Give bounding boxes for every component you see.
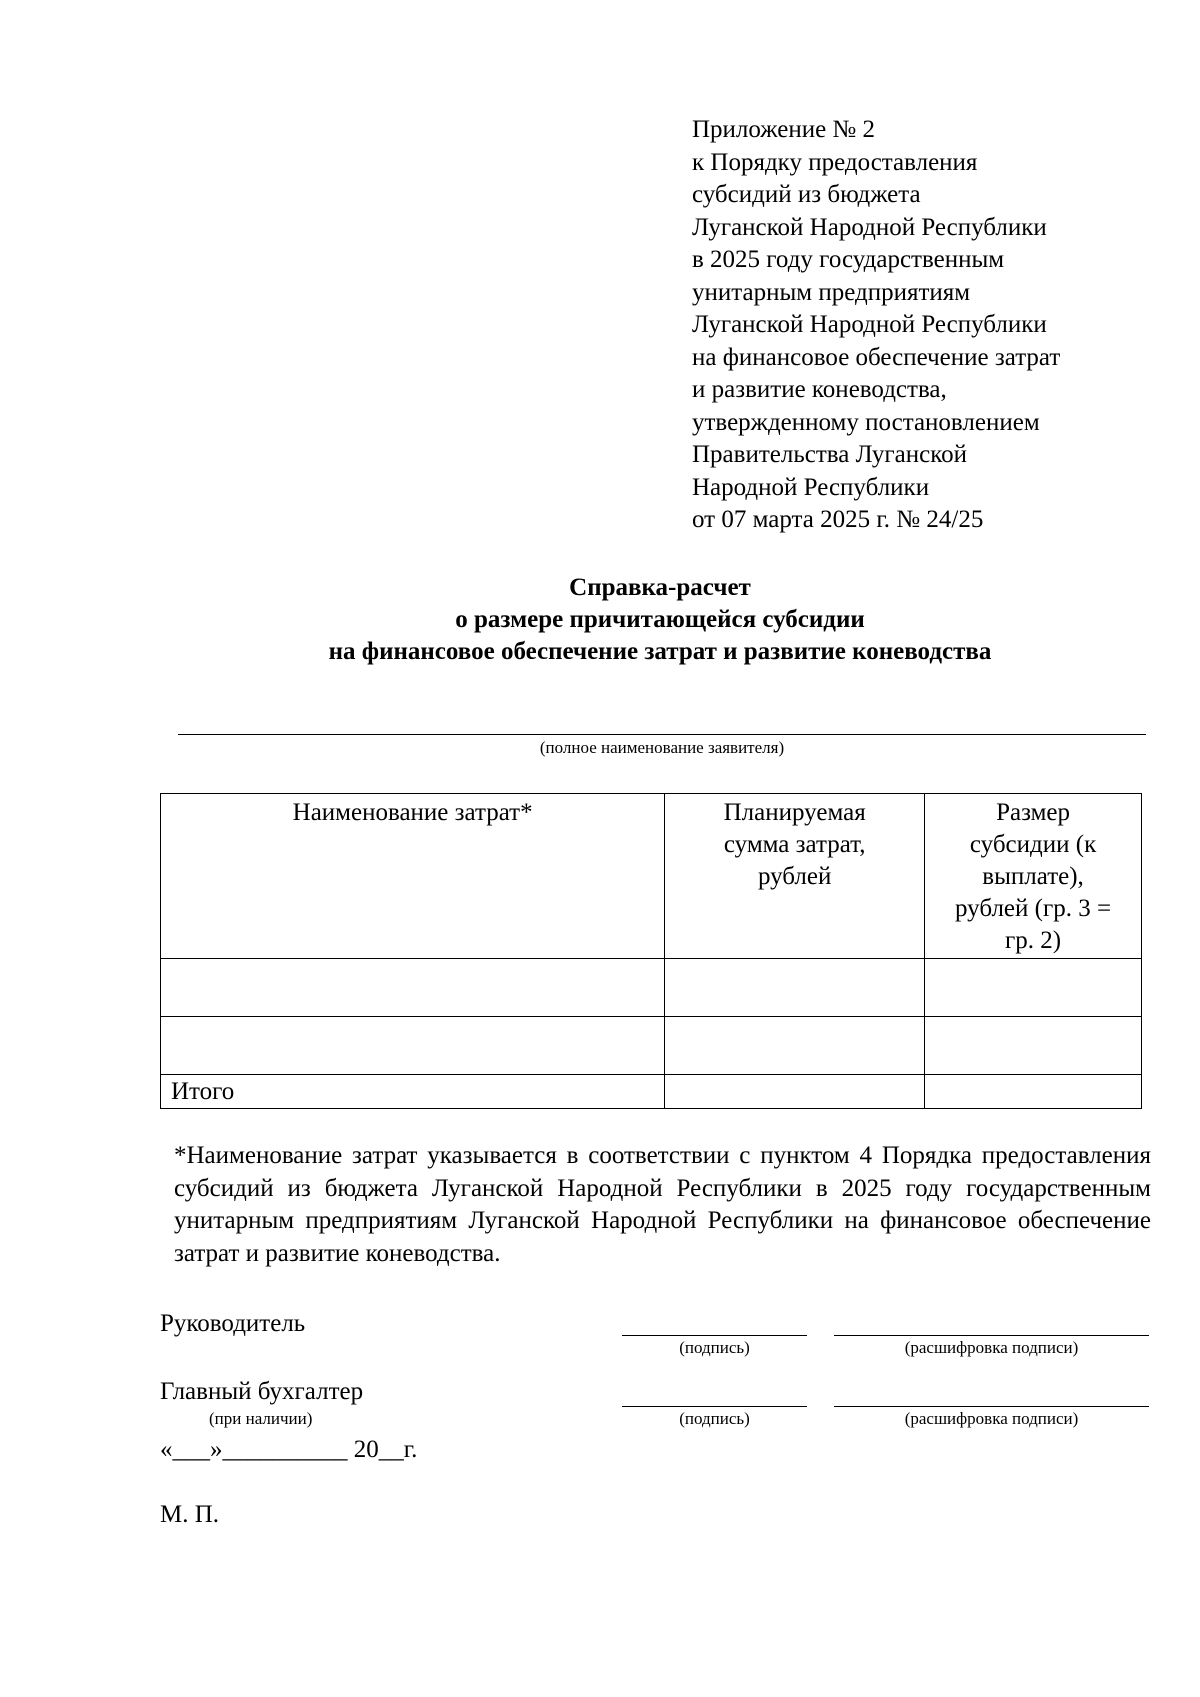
table-row bbox=[161, 959, 1142, 1017]
accountant-hint: (при наличии) bbox=[209, 1409, 313, 1428]
applicant-name-caption: (полное наименование заявителя) bbox=[539, 738, 785, 757]
header-subsidy-amount: Размер субсидии (к выплате), рублей (гр. 3 = гр. 2) bbox=[925, 794, 1142, 959]
appendix-line: в 2025 году государственным bbox=[692, 246, 1005, 273]
table-header-row bbox=[161, 794, 1142, 959]
table-total-row bbox=[161, 1075, 1142, 1109]
accountant-signature-line bbox=[622, 1406, 807, 1407]
appendix-line: Луганской Народной Республики bbox=[692, 311, 1047, 338]
table-cell bbox=[665, 1017, 925, 1075]
director-decoding-line bbox=[834, 1335, 1149, 1336]
appendix-line: Правительства Луганской bbox=[692, 441, 967, 468]
title-line-3: на финансовое обеспечение затрат и развитие коневодства bbox=[328, 638, 992, 665]
table-cell bbox=[925, 959, 1142, 1017]
director-label: Руководитель bbox=[160, 1310, 306, 1337]
appendix-line: субсидий из бюджета bbox=[692, 181, 921, 208]
accountant-decoding-line bbox=[834, 1406, 1149, 1407]
accountant-signature-caption: (подпись) bbox=[679, 1409, 750, 1428]
table-cell bbox=[665, 959, 925, 1017]
applicant-name-line bbox=[178, 734, 1146, 735]
appendix-line: Приложение № 2 bbox=[692, 116, 876, 143]
table-cell bbox=[665, 1075, 925, 1109]
table-cell bbox=[161, 959, 665, 1017]
appendix-line: к Порядку предоставления bbox=[692, 148, 978, 176]
appendix-line: Луганской Народной Республики bbox=[692, 213, 1047, 241]
appendix-line: от 07 марта 2025 г. № 24/25 bbox=[692, 506, 984, 533]
director-decoding-caption: (расшифровка подписи) bbox=[904, 1338, 1079, 1357]
appendix-line: Народной Республики bbox=[692, 473, 930, 501]
appendix-line: унитарным предприятиям bbox=[692, 278, 971, 306]
director-signature-line bbox=[622, 1335, 807, 1336]
date-line: «___»__________ 20__г. bbox=[160, 1436, 418, 1463]
footnote: *Наименование затрат указывается в соответствии с пунктом 4 Порядка предоставления субсидий из бюджета Луганской Народной Республики в 2025 году государственным унитарным предприятиям Луганской Народной Республики на финансовое обеспечение затрат и развитие коневодства. bbox=[174, 1142, 1151, 1268]
title-line-2: о размере причитающейся субсидии bbox=[455, 606, 865, 633]
title-line-1: Справка-расчет bbox=[569, 574, 751, 601]
total-label: Итого bbox=[161, 1075, 665, 1109]
costs-table bbox=[160, 793, 1142, 1109]
header-cost-name: Наименование затрат* bbox=[161, 794, 665, 959]
appendix-line: и развитие коневодства, bbox=[692, 376, 947, 403]
accountant-decoding-caption: (расшифровка подписи) bbox=[904, 1409, 1079, 1428]
table-row bbox=[161, 1017, 1142, 1075]
director-signature-caption: (подпись) bbox=[679, 1338, 750, 1357]
accountant-label: Главный бухгалтер bbox=[160, 1378, 364, 1405]
table-cell bbox=[925, 1075, 1142, 1109]
appendix-line: на финансовое обеспечение затрат bbox=[692, 343, 1061, 371]
stamp-place-label: М. П. bbox=[160, 1501, 220, 1528]
header-planned-sum: Планируемая сумма затрат, рублей bbox=[665, 794, 925, 959]
document-title bbox=[160, 572, 1160, 668]
appendix-line: утвержденному постановлением bbox=[692, 408, 1040, 436]
table-cell bbox=[925, 1017, 1142, 1075]
table-cell bbox=[161, 1017, 665, 1075]
appendix-header bbox=[692, 114, 1060, 537]
